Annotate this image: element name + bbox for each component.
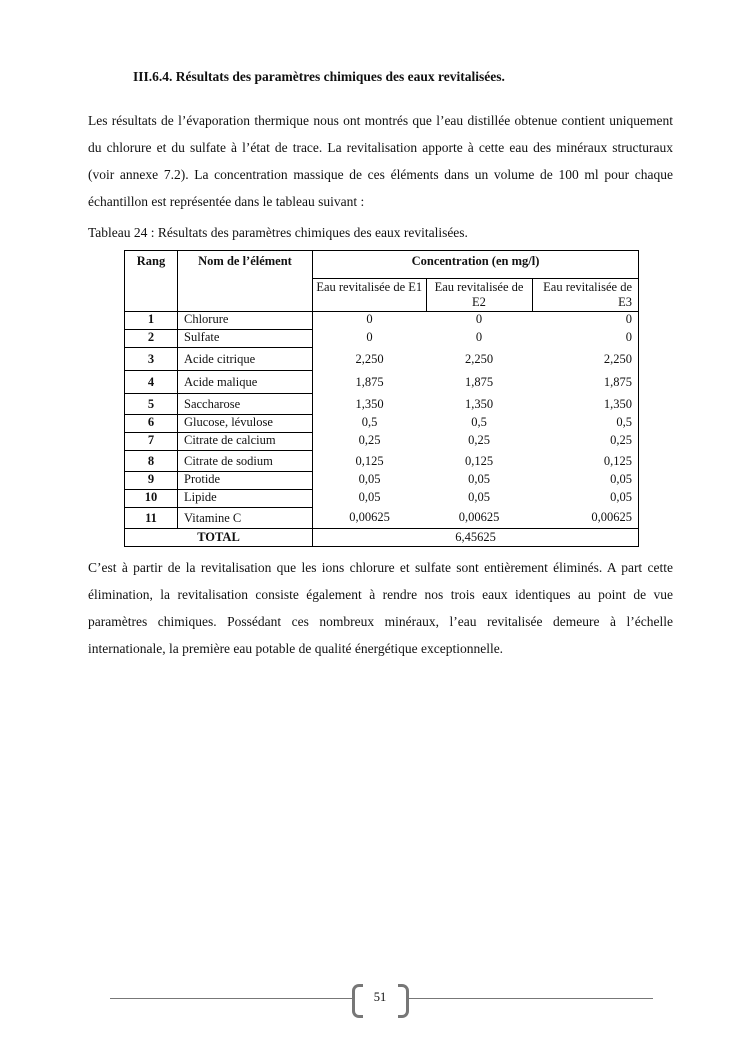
table-row [125,348,639,371]
e2-value-cell: 0,125 [464,453,494,468]
footer-rule-left [110,998,352,999]
header-e2: Eau revitalisée de E2 [426,279,532,312]
e2-value-cell: 0,00625 [426,508,532,529]
element-name-cell: Lipide [178,490,313,508]
e2-value-cell: 1,875 [464,374,494,389]
header-rank: Rang [125,251,178,312]
table-row [125,451,639,472]
e3-value-cell: 0,05 [532,490,639,508]
element-name-cell: Citrate de sodium [178,451,313,472]
e2-value-cell: 0 [475,312,483,326]
e1-value-cell: 1,875 [355,374,384,389]
table-header-row [125,251,639,279]
element-name-cell: Glucose, lévulose [178,415,313,433]
table-row [125,433,639,451]
element-name-cell: Acide citrique [178,348,313,371]
rank-cell: 2 [125,330,178,348]
e3-value-cell: 0,00625 [532,508,639,529]
element-name-cell: Sulfate [178,330,313,348]
element-name-cell: Chlorure [178,312,313,330]
e3-value-cell: 1,350 [532,394,639,415]
total-label: TOTAL [125,529,313,547]
rank-cell: 6 [125,415,178,433]
e2-value-cell: 0,05 [468,471,490,486]
total-value: 6,45625 [313,529,639,547]
e2-value-cell: 0,5 [471,414,487,429]
page-number-bracket-right [398,984,409,1018]
table-row [125,508,639,529]
element-name-cell: Acide malique [178,371,313,394]
table-total-row [125,529,639,547]
e3-value-cell: 0,5 [532,415,639,433]
header-element-name: Nom de l’élément [178,251,313,312]
e1-value-cell: 0,05 [358,489,381,504]
e1-value-cell: 0,05 [358,471,381,486]
e3-value-cell: 0 [532,312,639,330]
results-table [124,250,639,547]
table-row [125,312,639,330]
e1-value-cell: 0,5 [361,414,378,429]
page-number: 51 [373,990,387,1004]
e3-value-cell: 0,125 [532,451,639,472]
e2-value-cell: 2,250 [464,351,494,366]
e3-value-cell: 0,25 [532,433,639,451]
e1-value-cell: 0,25 [358,432,381,447]
rank-cell: 3 [125,348,178,371]
footer-rule-right [408,998,653,999]
header-e1: Eau revitalisée de E1 [313,279,427,312]
e1-value-cell: 0,00625 [313,508,427,529]
intro-paragraph: Les résultats de l’évaporation thermique nous ont montrés que l’eau distillée obtenue contient uniquement du chlorure et du sulfate à l’état de trace. La revitalisation apporte à cette eau des minéraux structuraux (voir annexe 7.2). La concentration massique de ces éléments dans un volume de 100 ml pour chaque échantillon est représentée dans le tableau suivant : [88,113,673,209]
table-caption: Tableau 24 : Résultats des paramètres chimiques des eaux revitalisées. [88,225,468,240]
rank-cell: 10 [125,490,178,508]
section-heading: III.6.4. Résultats des paramètres chimiques des eaux revitalisées. [133,69,505,84]
table-row [125,415,639,433]
element-name-cell: Vitamine C [178,508,313,529]
table-row [125,394,639,415]
table-row [125,490,639,508]
e2-value-cell: 0,25 [468,432,490,447]
header-concentration: Concentration (en mg/l) [313,251,639,279]
table-row [125,371,639,394]
e2-value-cell: 0 [475,329,483,344]
e2-value-cell: 0,05 [468,489,490,504]
header-e3: Eau revitalisée de E3 [532,279,639,312]
table-body [125,312,639,529]
rank-cell: 8 [125,451,178,472]
element-name-cell: Saccharose [178,394,313,415]
element-name-cell: Citrate de calcium [178,433,313,451]
e1-value-cell: 2,250 [355,351,384,366]
rank-cell: 7 [125,433,178,451]
e1-value-cell: 0,125 [355,453,384,468]
e1-value-cell: 0 [366,312,373,326]
e2-value-cell: 1,350 [464,396,494,411]
e3-value-cell: 1,875 [532,371,639,394]
rank-cell: 4 [125,371,178,394]
rank-cell: 1 [125,312,178,330]
e1-value-cell: 0 [366,329,373,344]
table-row [125,330,639,348]
e3-value-cell: 0 [532,330,639,348]
rank-cell: 11 [125,508,178,529]
page-number-bracket-left [352,984,363,1018]
rank-cell: 5 [125,394,178,415]
table-row [125,472,639,490]
conclusion-paragraph: C’est à partir de la revitalisation que les ions chlorure et sulfate sont entièrement éliminés. A part cette élimination, la revitalisation consiste également à rendre nos trois eaux identiques au point de vue paramètres chimiques. Possédant ces nombreux minéraux, l’eau revitalisée demeure à l’échelle internationale, la première eau potable de qualité énergétique exceptionnelle. [88,560,673,656]
element-name-cell: Protide [178,472,313,490]
e3-value-cell: 2,250 [532,348,639,371]
rank-cell: 9 [125,472,178,490]
e1-value-cell: 1,350 [355,396,384,411]
e3-value-cell: 0,05 [532,472,639,490]
